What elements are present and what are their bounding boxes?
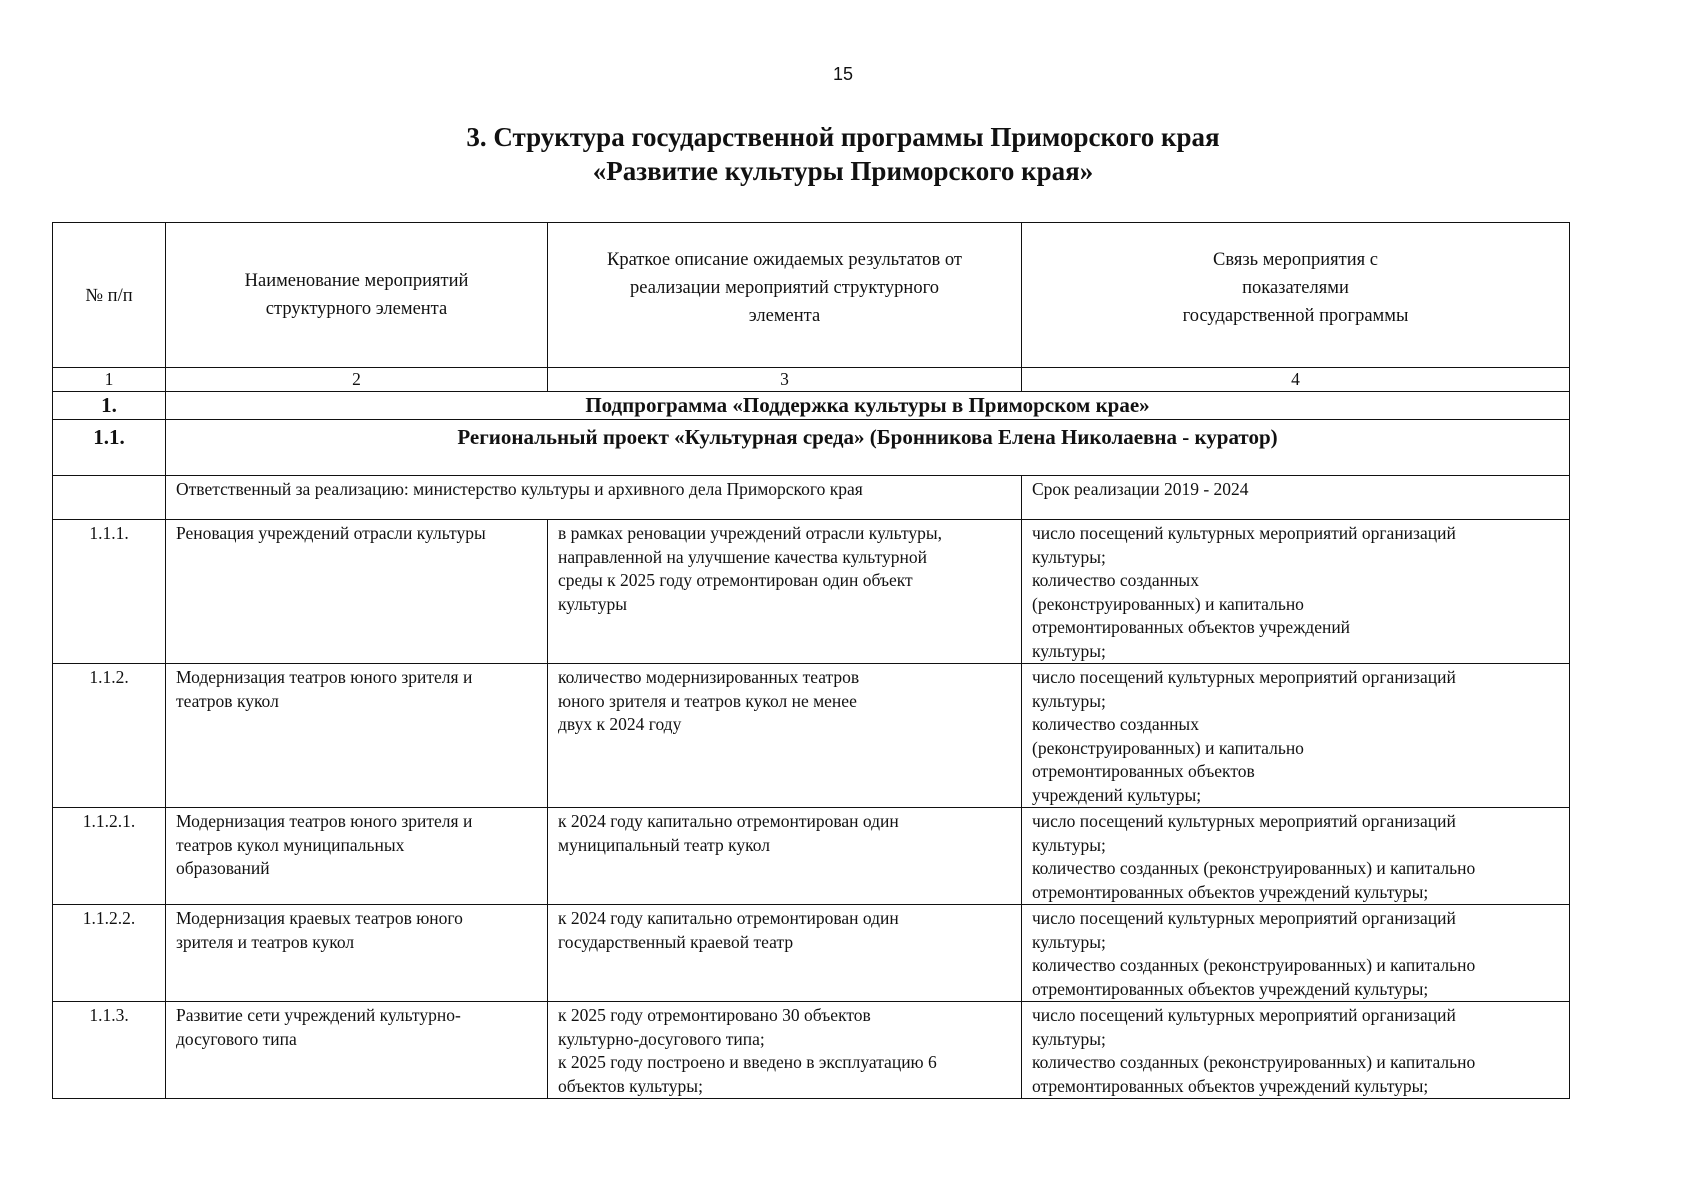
column-number: 2: [166, 368, 548, 392]
cell-text-line: Модернизация театров юного зрителя и: [176, 811, 473, 831]
table-row: [53, 664, 1570, 808]
cell-text-line: юного зрителя и театров кукол не менее: [558, 690, 857, 711]
column-number: 1: [53, 368, 166, 392]
row-number: 1.1.2.: [53, 664, 166, 808]
cell-text-line: образований: [176, 858, 270, 878]
expected-result-cell: [548, 905, 1022, 1002]
header-activity-name: Наименование мероприятий структурного элемента: [166, 223, 548, 368]
header-expected-results: Краткое описание ожидаемых результатов от реализации мероприятий структурного элемента: [548, 223, 1022, 368]
activity-name-cell: [166, 520, 548, 664]
program-structure-table: [52, 222, 1570, 1099]
cell-text-line: отремонтированных объектов: [1032, 761, 1255, 781]
subprogram-number: 1.: [53, 392, 166, 420]
header-number: № п/п: [53, 223, 166, 368]
expected-result-cell: [548, 520, 1022, 664]
cell-text-line: количество созданных (реконструированных) и капитально: [1032, 858, 1476, 878]
project-title: Региональный проект «Культурная среда» (Бронникова Елена Николаевна - куратор): [166, 420, 1570, 476]
cell-text-line: отремонтированных объектов учреждений культуры;: [1032, 1075, 1429, 1096]
cell-text-line: досугового типа: [176, 1028, 297, 1049]
row-number: 1.1.2.2.: [53, 905, 166, 1002]
row-number: 1.1.2.1.: [53, 808, 166, 905]
cell-text-line: Модернизация краевых театров юного: [176, 908, 463, 928]
responsible-text: Ответственный за реализацию: министерство культуры и архивного дела Приморского края: [166, 476, 1022, 520]
cell-text-line: культуры;: [1032, 931, 1106, 952]
cell-text-line: число посещений культурных мероприятий организаций: [1032, 1005, 1456, 1025]
indicator-link-cell: [1022, 664, 1570, 808]
cell-text-line: культуры;: [1032, 1028, 1106, 1049]
activity-name-cell: [166, 1002, 548, 1099]
implementation-term: Срок реализации 2019 - 2024: [1022, 476, 1570, 520]
indicator-link-cell: [1022, 808, 1570, 905]
table-row: [53, 520, 1570, 664]
activity-name-cell: [166, 808, 548, 905]
title-line-1: 3. Структура государственной программы Приморского края: [466, 122, 1220, 152]
cell-text-line: к 2025 году отремонтировано 30 объектов: [558, 1005, 871, 1025]
expected-result-cell: [548, 808, 1022, 905]
column-numbers-row: [53, 368, 1570, 392]
cell-text-line: в рамках реновации учреждений отрасли культуры,: [558, 523, 943, 543]
cell-text-line: к 2025 году построено и введено в эксплуатацию 6: [558, 1052, 937, 1072]
activity-name-cell: [166, 905, 548, 1002]
cell-text-line: количество созданных: [1032, 714, 1199, 734]
cell-text-line: культуры;: [1032, 640, 1106, 661]
cell-text-line: объектов культуры;: [558, 1075, 703, 1096]
cell-text-line: (реконструированных) и капитально: [1032, 593, 1304, 614]
cell-text-line: к 2024 году капитально отремонтирован один: [558, 908, 899, 928]
cell-text-line: среды к 2025 году отремонтирован один объект: [558, 570, 913, 590]
cell-text-line: количество модернизированных театров: [558, 667, 860, 687]
cell-text-line: театров кукол муниципальных: [176, 834, 405, 855]
subprogram-row: [53, 392, 1570, 420]
table-row: [53, 808, 1570, 905]
cell-text-line: Модернизация театров юного зрителя и: [176, 667, 473, 687]
responsible-row: [53, 476, 1570, 520]
indicator-link-cell: [1022, 905, 1570, 1002]
activity-rows: [53, 520, 1570, 1099]
row-number: 1.1.1.: [53, 520, 166, 664]
cell-text-line: отремонтированных объектов учреждений: [1032, 617, 1351, 637]
table-row: [53, 905, 1570, 1002]
cell-text-line: культуры;: [1032, 546, 1106, 567]
cell-text-line: театров кукол: [176, 690, 279, 711]
page-number: 15: [832, 64, 854, 84]
project-row: [53, 420, 1570, 476]
cell-text-line: к 2024 году капитально отремонтирован один: [558, 811, 899, 831]
column-number: 4: [1022, 368, 1570, 392]
cell-text-line: направленной на улучшение качества культурной: [558, 546, 928, 567]
header-indicator-link: Связь мероприятия с показателями государственной программы: [1022, 223, 1570, 368]
title-line-2: «Развитие культуры Приморского края»: [592, 156, 1094, 186]
cell-text-line: учреждений культуры;: [1032, 784, 1202, 805]
cell-text-line: государственный краевой театр: [558, 931, 794, 952]
cell-text-line: число посещений культурных мероприятий организаций: [1032, 908, 1456, 928]
table-header-row: [53, 223, 1570, 368]
cell-text-line: Развитие сети учреждений культурно-: [176, 1005, 461, 1025]
cell-text-line: двух к 2024 году: [558, 714, 682, 734]
cell-text-line: количество созданных: [1032, 570, 1199, 590]
cell-text-line: отремонтированных объектов учреждений культуры;: [1032, 978, 1429, 999]
cell-text-line: зрителя и театров кукол: [176, 931, 355, 952]
cell-text-line: культурно-досугового типа;: [558, 1028, 765, 1049]
empty-cell: [53, 476, 166, 520]
indicator-link-cell: [1022, 520, 1570, 664]
cell-text-line: (реконструированных) и капитально: [1032, 737, 1304, 758]
subprogram-title: Подпрограмма «Поддержка культуры в Приморском крае»: [166, 392, 1570, 420]
activity-name-cell: [166, 664, 548, 808]
cell-text-line: количество созданных (реконструированных) и капитально: [1032, 1052, 1476, 1072]
column-number: 3: [548, 368, 1022, 392]
indicator-link-cell: [1022, 1002, 1570, 1099]
row-number: 1.1.3.: [53, 1002, 166, 1099]
cell-text-line: Реновация учреждений отрасли культуры: [176, 523, 486, 543]
document-title: [0, 120, 1686, 188]
cell-text-line: число посещений культурных мероприятий организаций: [1032, 811, 1456, 831]
cell-text-line: число посещений культурных мероприятий организаций: [1032, 667, 1456, 687]
table-row: [53, 1002, 1570, 1099]
cell-text-line: культуры;: [1032, 834, 1106, 855]
project-number: 1.1.: [53, 420, 166, 476]
cell-text-line: муниципальный театр кукол: [558, 834, 770, 855]
cell-text-line: число посещений культурных мероприятий организаций: [1032, 523, 1456, 543]
cell-text-line: отремонтированных объектов учреждений культуры;: [1032, 881, 1429, 902]
expected-result-cell: [548, 664, 1022, 808]
cell-text-line: культуры: [558, 593, 627, 614]
expected-result-cell: [548, 1002, 1022, 1099]
cell-text-line: количество созданных (реконструированных) и капитально: [1032, 955, 1476, 975]
cell-text-line: культуры;: [1032, 690, 1106, 711]
